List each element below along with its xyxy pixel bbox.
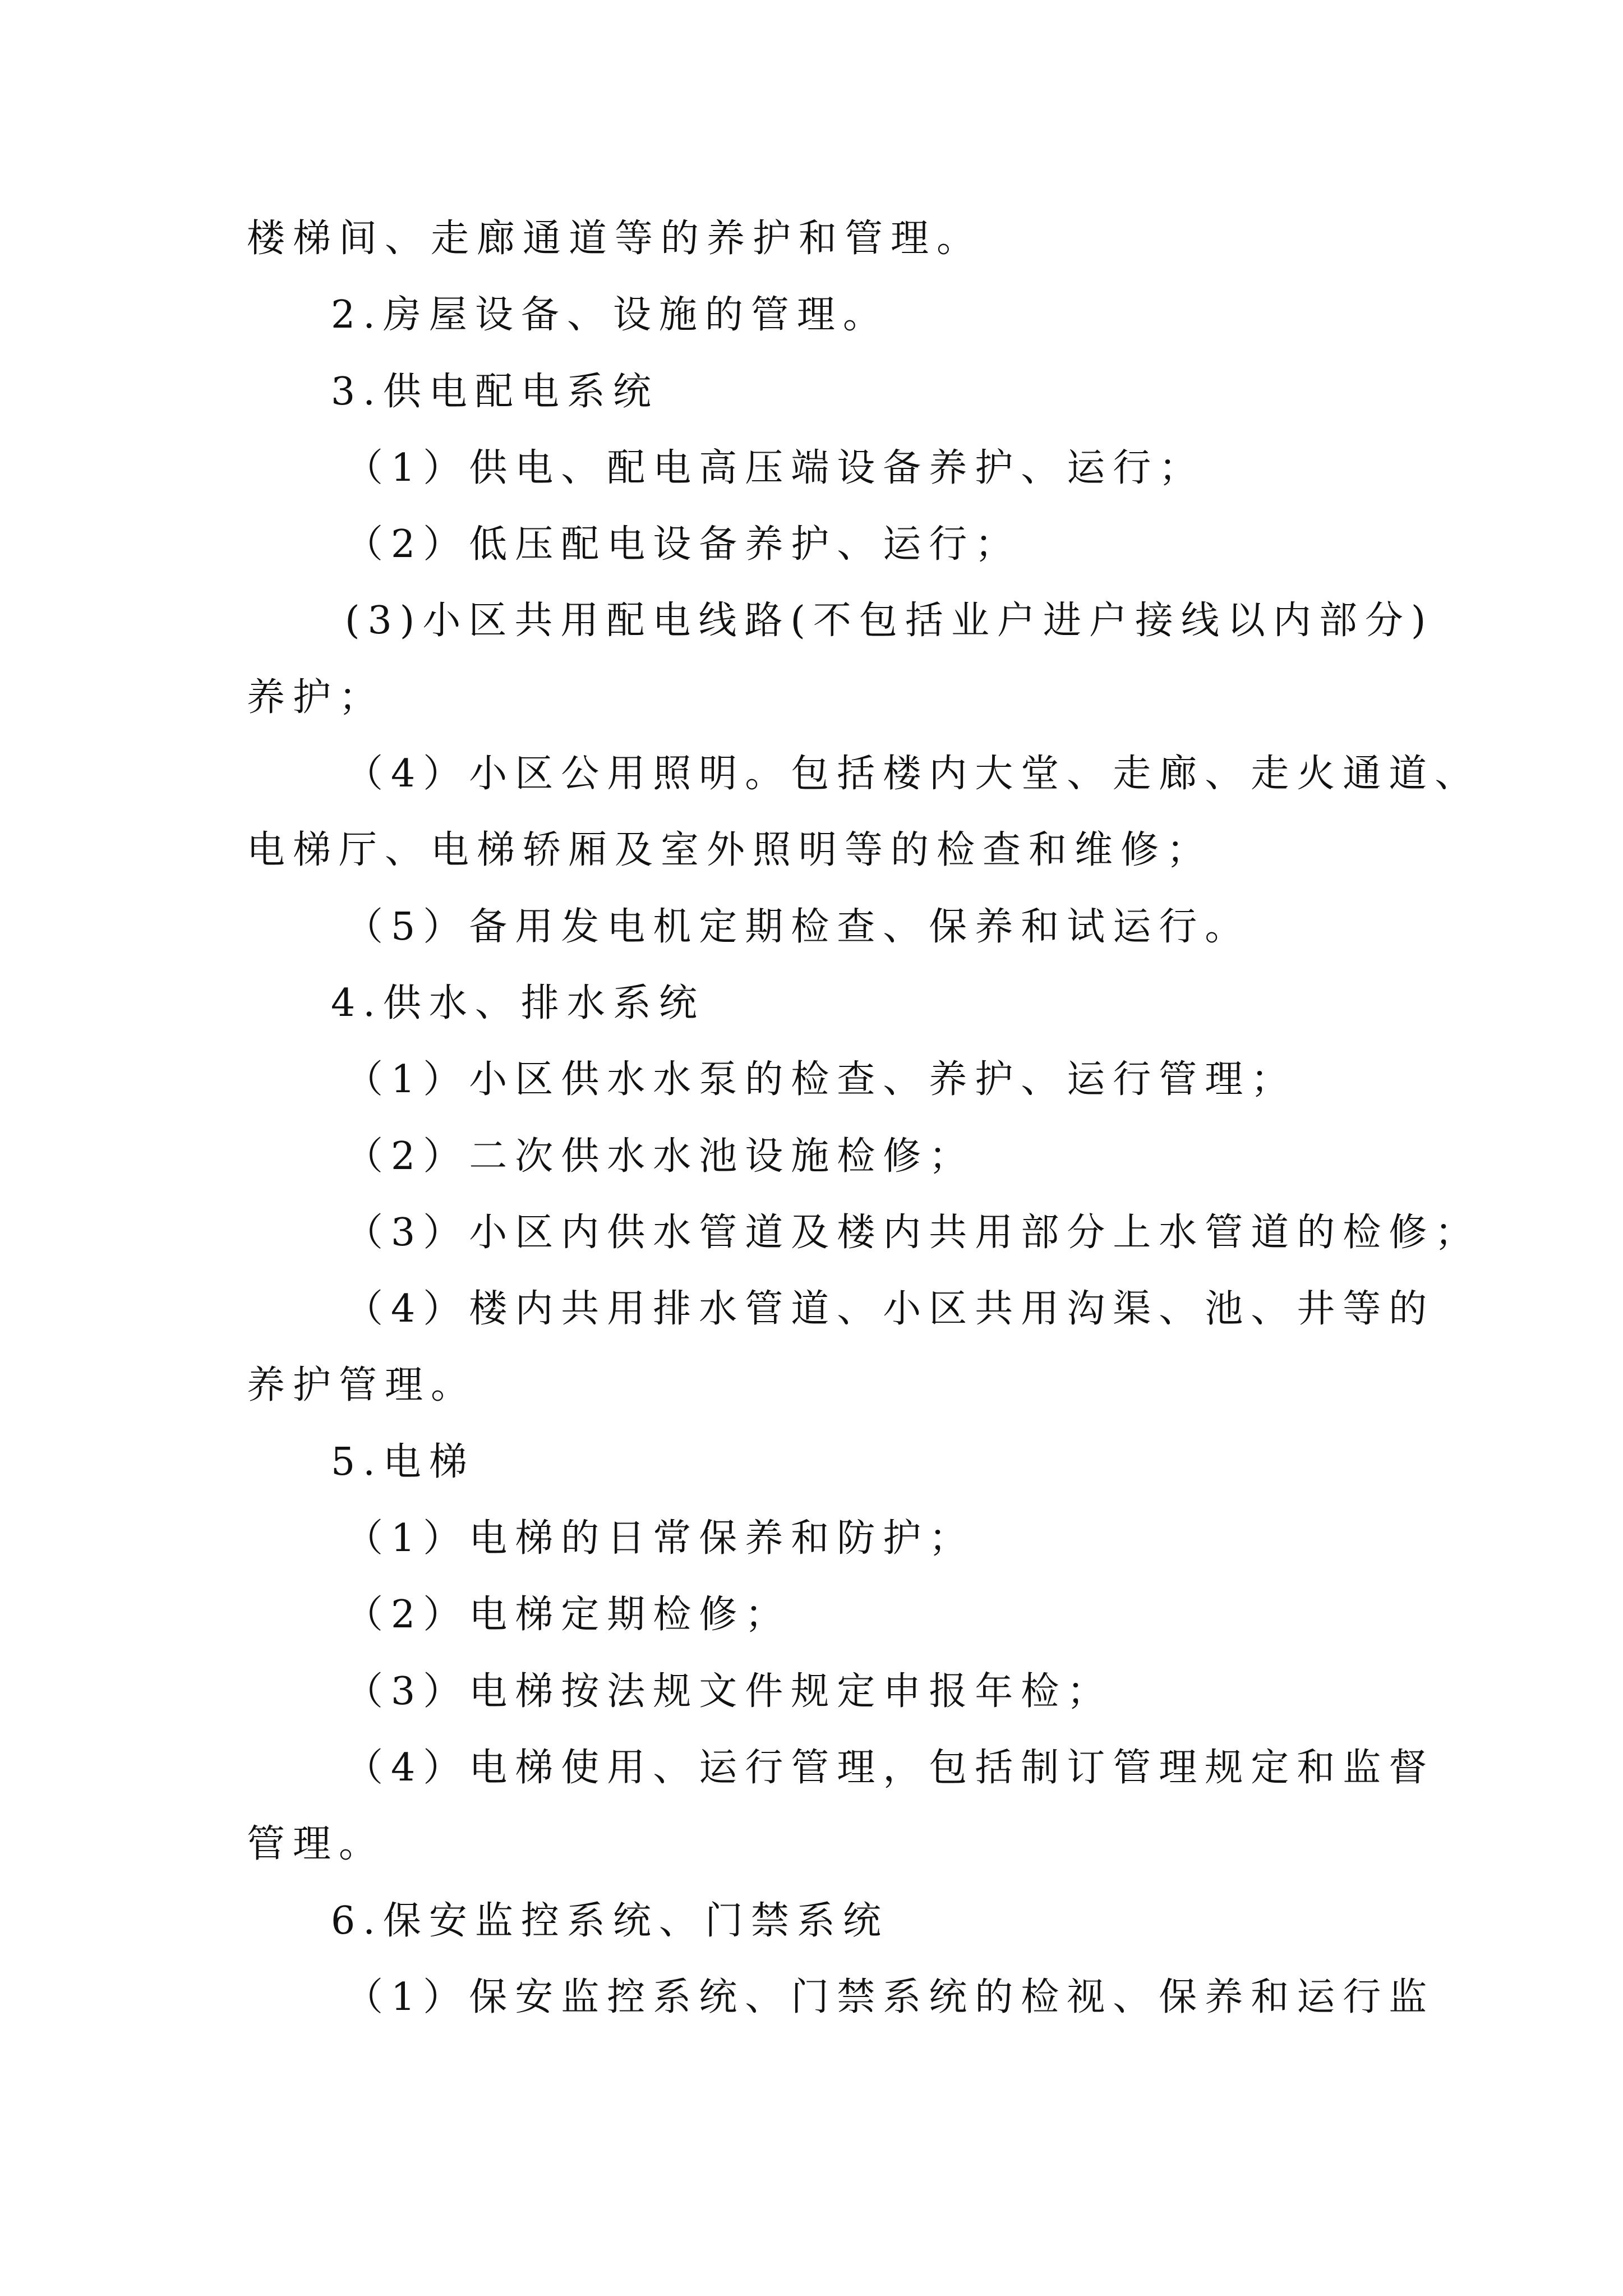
section-heading: 3.供电配电系统 [331,369,659,414]
text-line: （3）电梯按法规文件规定申报年检； [345,1669,1113,1714]
text-line: （1）电梯的日常保养和防护； [345,1516,975,1561]
text-line: (3)小区共用配电线路(不包括业户进户接线以内部分) [345,599,1434,643]
text-line: 楼梯间、走廊通道等的养护和管理。 [247,217,983,261]
text-line: （1）保安监控系统、门禁系统的检视、保养和运行监 [345,1975,1435,2019]
text-line: （4）小区公用照明。包括楼内大堂、走廊、走火通道、 [345,752,1481,797]
text-line: （5）备用发电机定期检查、保养和试运行。 [345,904,1251,949]
text-line: （2）低压配电设备养护、运行； [345,522,1021,567]
section-heading: 6.保安监控系统、门禁系统 [331,1898,889,1943]
text-line: （2）二次供水水池设施检修； [345,1134,975,1179]
section-heading: 5.电梯 [331,1439,475,1484]
text-line: 电梯厅、电梯轿厢及室外照明等的检查和维修； [247,828,1213,873]
text-line: （1）供电、配电高压端设备养护、运行； [345,445,1205,490]
text-line: （2）电梯定期检修； [345,1593,791,1637]
section-heading: 4.供水、排水系统 [331,981,705,1025]
text-line: （3）小区内供水管道及楼内共用部分上水管道的检修； [345,1210,1481,1255]
text-line: 养护管理。 [247,1363,477,1408]
text-line: （4）电梯使用、运行管理，包括制订管理规定和监督 [345,1745,1435,1790]
document-body [247,201,1481,2036]
text-line: 管理。 [247,1822,385,1867]
text-line: 2.房屋设备、设施的管理。 [331,293,889,338]
text-line: （4）楼内共用排水管道、小区共用沟渠、池、井等的 [345,1287,1435,1332]
text-line: （1）小区供水水泵的检查、养护、运行管理； [345,1057,1297,1102]
text-line: 养护； [247,675,385,720]
